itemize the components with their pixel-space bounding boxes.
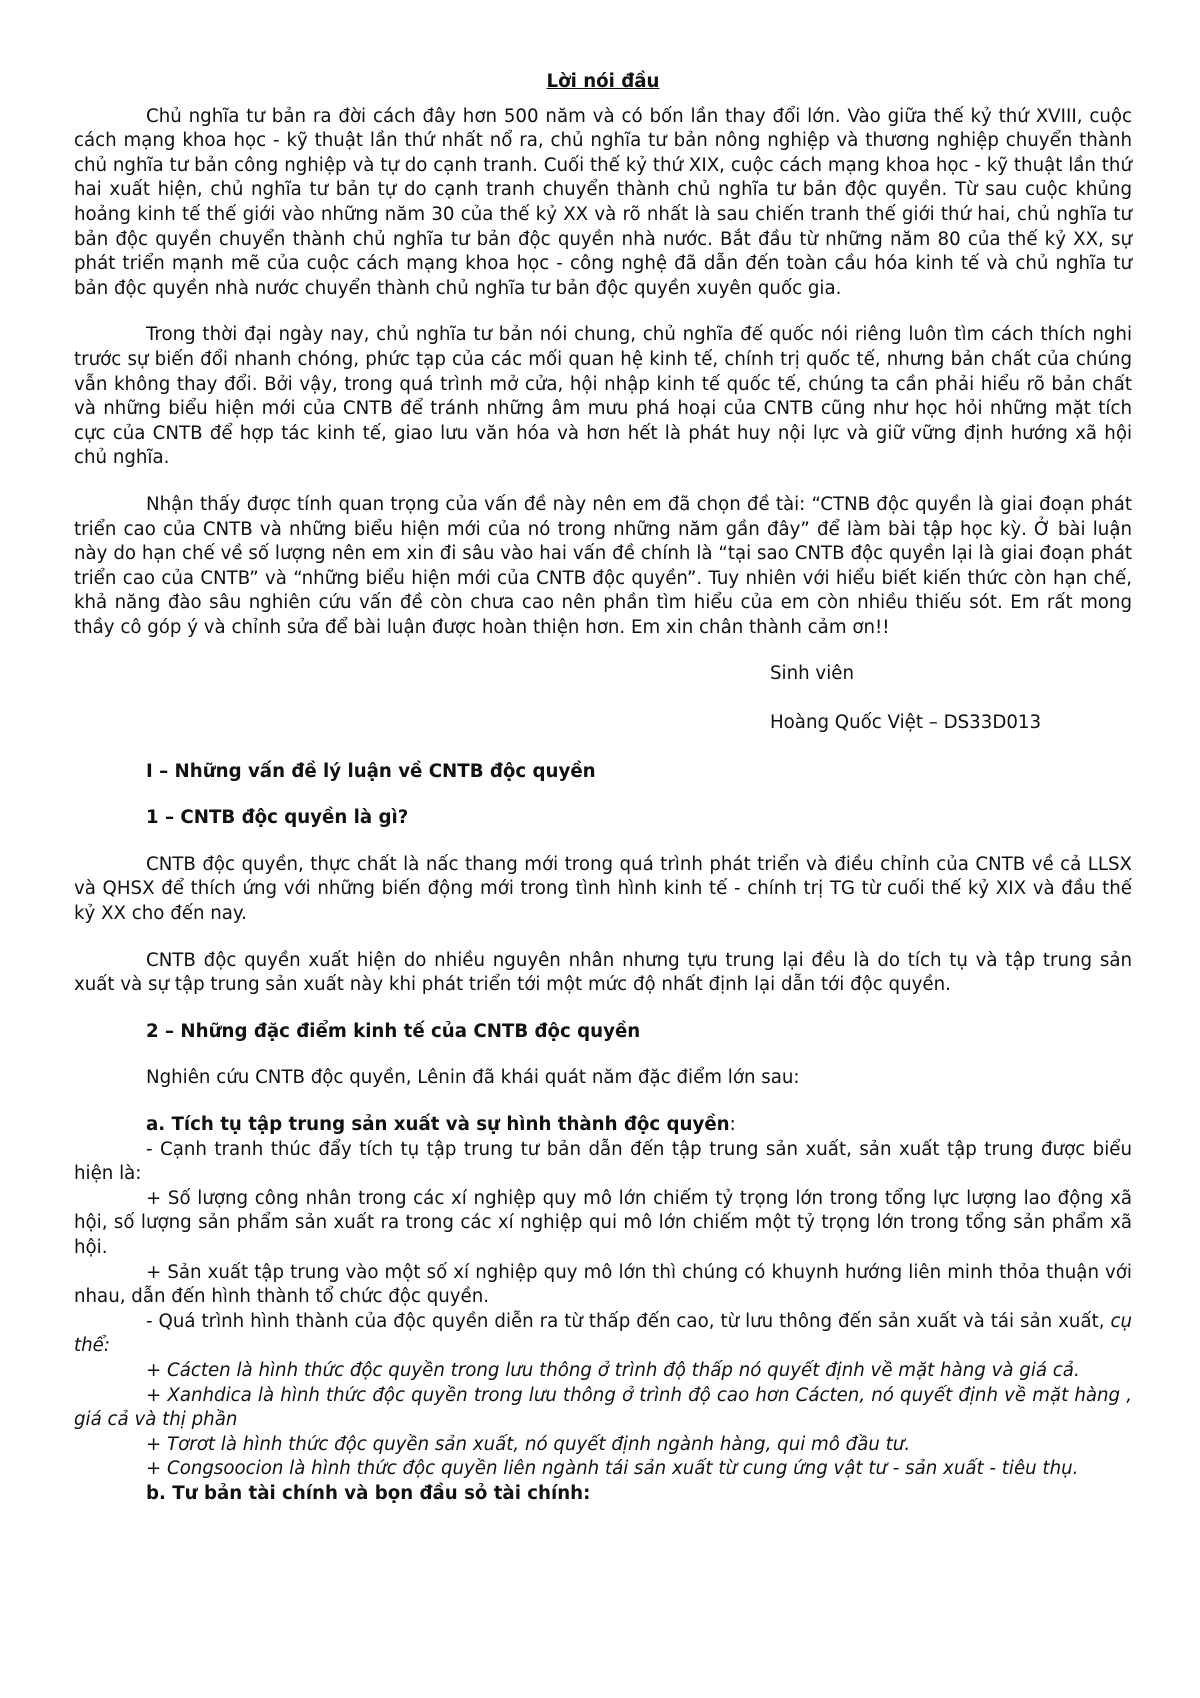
point-a-line-2: + Số lượng công nhân trong các xí nghiệp quy mô lớn chiếm tỷ trọng lớn trong tổng lực lượng lao động xã hội, số lượng sản phẩm sản xuất ra trong các xí nghiệp qui mô lớn chiếm một tỷ trọng lớn trong tổng sản phẩm xã hội. xyxy=(74,1187,1132,1258)
body-paragraph-1: CNTB độc quyền, thực chất là nấc thang mới trong quá trình phát triển và điều chỉnh của CNTB về cả LLSX và QHSX để thích ứng với những biến động mới trong tình hình kinh tế - chính trị TG từ cuối thế kỷ XIX và đầu thế kỷ XX cho đến nay. xyxy=(74,853,1132,925)
point-a-italic-line-4: + Congsoocion là hình thức độc quyền liên ngành tái sản xuất từ cung ứng vật tư - sản xuất - tiêu thụ. xyxy=(146,1458,1079,1480)
point-a-colon: : xyxy=(729,1114,736,1135)
point-a-line-4 xyxy=(74,1310,1132,1359)
signature-role: Sinh viên xyxy=(770,663,854,685)
point-a-line-3: + Sản xuất tập trung vào một số xí nghiệp quy mô lớn thì chúng có khuynh hướng liên minh thỏa thuận với nhau, dẫn đến hình thành tổ chức độc quyền. xyxy=(74,1261,1132,1308)
point-a-process-italic: cụ thể: xyxy=(74,1310,1132,1357)
point-a-italic-line-3: + Tơrơt là hình thức độc quyền sản xuất, nó quyết định ngành hàng, qui mô đầu tư. xyxy=(146,1433,911,1455)
signature-name: Hoàng Quốc Việt – DS33D013 xyxy=(770,712,1042,734)
body-paragraph-3: Nghiên cứu CNTB độc quyền, Lênin đã khái quát năm đặc điểm lớn sau: xyxy=(146,1067,800,1089)
point-a-italic-line-1: + Cácten là hình thức độc quyền trong lưu thông ở trình độ thấp nó quyết định về mặt hàng và giá cả. xyxy=(146,1359,1080,1381)
section-heading-1: I – Những vấn đề lý luận về CNTB độc quyền xyxy=(146,760,596,782)
intro-paragraph-2: Trong thời đại ngày nay, chủ nghĩa tư bản nói chung, chủ nghĩa đế quốc nói riêng luôn tìm cách thích nghi trước sự biến đổi nhanh chóng, phức tạp của các mối quan hệ kinh tế, chính trị quốc tế, nhưng bản chất của chúng vẫn không thay đổi. Bởi vậy, trong quá trình mở cửa, hội nhập kinh tế quốc tế, chúng ta cần phải hiểu rõ bản chất và những biểu hiện mới của CNTB để tránh những âm mưu phá hoại của CNTB cũng như học hỏi những mặt tích cực của CNTB để hợp tác kinh tế, giao lưu văn hóa và hơn hết là phát huy nội lực và giữ vững định hướng xã hội chủ nghĩa. xyxy=(74,324,1132,469)
page-title: Lời nói đầu xyxy=(546,71,660,92)
point-a-line-1: - Cạnh tranh thúc đẩy tích tụ tập trung tư bản dẫn đến tập trung sản xuất, sản xuất tập trung được biểu hiện là: xyxy=(74,1138,1132,1185)
subsection-heading-1: 1 – CNTB độc quyền là gì? xyxy=(146,807,409,829)
intro-paragraph-1: Chủ nghĩa tư bản ra đời cách đây hơn 500 năm và có bốn lần thay đổi lớn. Vào giữa thế kỷ thứ XVIII, cuộc cách mạng khoa học - kỹ thuật lần thứ nhất nổ ra, chủ nghĩa tư bản nông nghiệp và thương nghiệp chuyển thành chủ nghĩa tư bản công nghiệp và tự do cạnh tranh. Cuối thế kỷ thứ XIX, cuộc cách mạng khoa học - kỹ thuật lần thứ hai xuất hiện, chủ nghĩa tư bản tự do cạnh tranh chuyển thành chủ nghĩa tư bản độc quyền. Từ sau cuộc khủng hoảng kinh tế thế giới vào những năm 30 của thế kỷ XX và rõ nhất là sau chiến tranh thế giới thứ hai, chủ nghĩa tư bản độc quyền chuyển thành chủ nghĩa tư bản độc quyền nhà nước. Bắt đầu từ những năm 80 của thế kỷ XX, sự phát triển mạnh mẽ của cuộc cách mạng khoa học - công nghệ đã dẫn đến toàn cầu hóa kinh tế và chủ nghĩa tư bản độc quyền nhà nước chuyển thành chủ nghĩa tư bản độc quyền xuyên quốc gia. xyxy=(74,105,1132,299)
point-a-italic-line-2: + Xanhdica là hình thức độc quyền trong lưu thông ở trình độ cao hơn Cácten, nó quyết định về mặt hàng , giá cả và thị phần xyxy=(74,1384,1132,1431)
point-a-process-text: - Quá trình hình thành của độc quyền diễn ra từ thấp đến cao, từ lưu thông đến sản xuất và tái sản xuất, xyxy=(146,1310,1111,1332)
point-b-heading: b. Tư bản tài chính và bọn đầu sỏ tài chính: xyxy=(146,1482,591,1504)
point-a-heading-text: a. Tích tụ tập trung sản xuất và sự hình thành độc quyền xyxy=(146,1114,730,1135)
subsection-heading-2: 2 – Những đặc điểm kinh tế của CNTB độc quyền xyxy=(146,1020,641,1042)
intro-paragraph-3: Nhận thấy được tính quan trọng của vấn đề này nên em đã chọn đề tài: “CTNB độc quyền là giai đoạn phát triển cao của CNTB và những biểu hiện mới của nó trong những năm gần đây” để làm bài tập học kỳ. Ở bài luận này do hạn chế về số lượng nên em xin đi sâu vào hai vấn đề chính là “tại sao CNTB độc quyền lại là giai đoạn phát triển cao của CNTB” và “những biểu hiện mới của CNTB độc quyền”. Tuy nhiên với hiểu biết kiến thức còn hạn chế, khả năng đào sâu nghiên cứu vấn đề còn chưa cao nên phần tìm hiểu của em còn nhiều thiếu sót. Em rất mong thầy cô góp ý và chỉnh sửa để bài luận được hoàn thiện hơn. Em xin chân thành cảm ơn!! xyxy=(74,493,1132,638)
point-a-heading xyxy=(146,1113,1132,1138)
body-paragraph-2: CNTB độc quyền xuất hiện do nhiều nguyên nhân nhưng tựu trung lại đều là do tích tụ và tập trung sản xuất và sự tập trung sản xuất này khi phát triển tới một mức độ nhất định lại dẫn tới độc quyền. xyxy=(74,949,1132,996)
